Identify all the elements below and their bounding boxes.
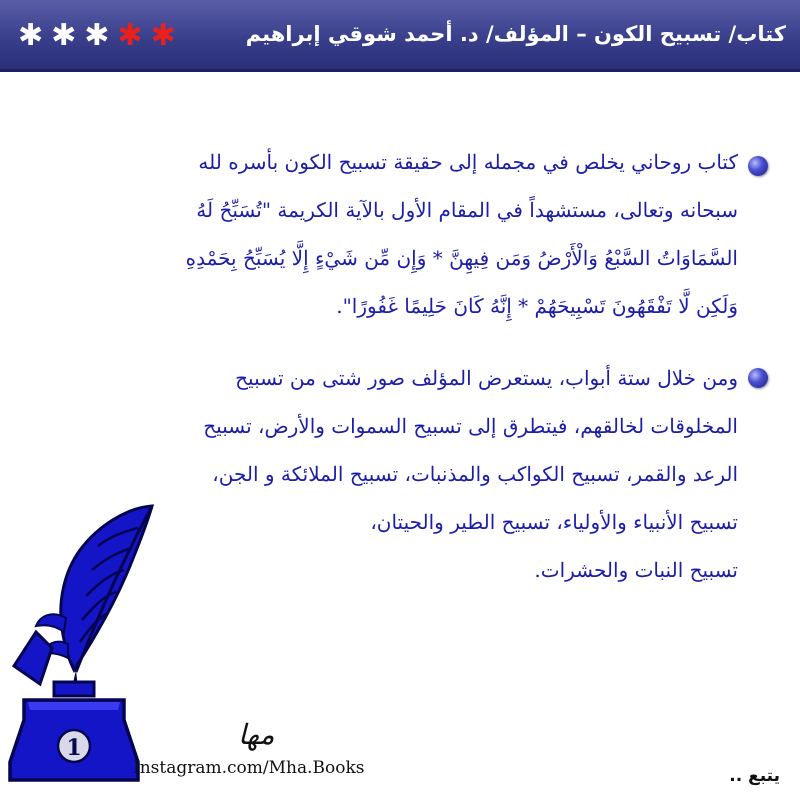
bullet-circle-icon [748,156,768,176]
star-icon: ✱ [150,18,176,53]
paragraph-line: الرعد والقمر، تسبيح الكواكب والمذنبات، تسبيح الملائكة و الجن، [212,462,738,486]
signature: مها [238,718,275,751]
paragraph-description [62,138,738,330]
paragraph-line: تسبيح النبات والحشرات. [534,558,738,582]
paragraph-line: المخلوقات لخالقهم، فيتطرق إلى تسبيح السموات والأرض، تسبيح [203,414,738,438]
instagram-link[interactable]: Instagram.com/Mha.Books [133,758,365,778]
header-banner [0,0,800,72]
paragraph-line: تسبيح الأنبياء والأولياء، تسبيح الطير والحيتان، [370,510,738,534]
logo-number: 1 [66,735,82,761]
paragraph-line: ومن خلال ستة أبواب، يستعرض المؤلف صور شتى من تسبيح [235,366,738,390]
paragraph-line: سبحانه وتعالى، مستشهداً في المقام الأول بالآية الكريمة "تُسَبِّحُ لَهُ [196,198,738,222]
quill-inkwell-logo-icon [6,498,156,788]
book-title: كتاب/ تسبيح الكون – المؤلف/ د. أحمد شوقي إبراهيم [245,22,786,46]
paragraph-line: السَّمَاوَاتُ السَّبْعُ وَالْأَرْضُ وَمَن فِيهِنَّ * وَإِن مِّن شَيْءٍ إِلَّا يُسَبِّحُ بِحَمْدِهِ [185,246,738,270]
bullet-circle-icon [748,368,768,388]
continue-label: يتبع .. [729,766,780,786]
rating-stars [18,18,176,54]
star-icon: ✱ [51,18,77,53]
paragraph-line: كتاب روحاني يخلص في مجمله إلى حقيقة تسبيح الكون بأسره لله [198,150,738,174]
star-icon: ✱ [84,18,110,53]
star-icon: ✱ [18,18,44,53]
star-icon: ✱ [117,18,143,53]
paragraph-line: وَلَكِن لَّا تَفْقَهُونَ تَسْبِيحَهُمْ * إِنَّهُ كَانَ حَلِيمًا غَفُورًا". [336,294,738,318]
paragraph-chapters [62,354,738,594]
